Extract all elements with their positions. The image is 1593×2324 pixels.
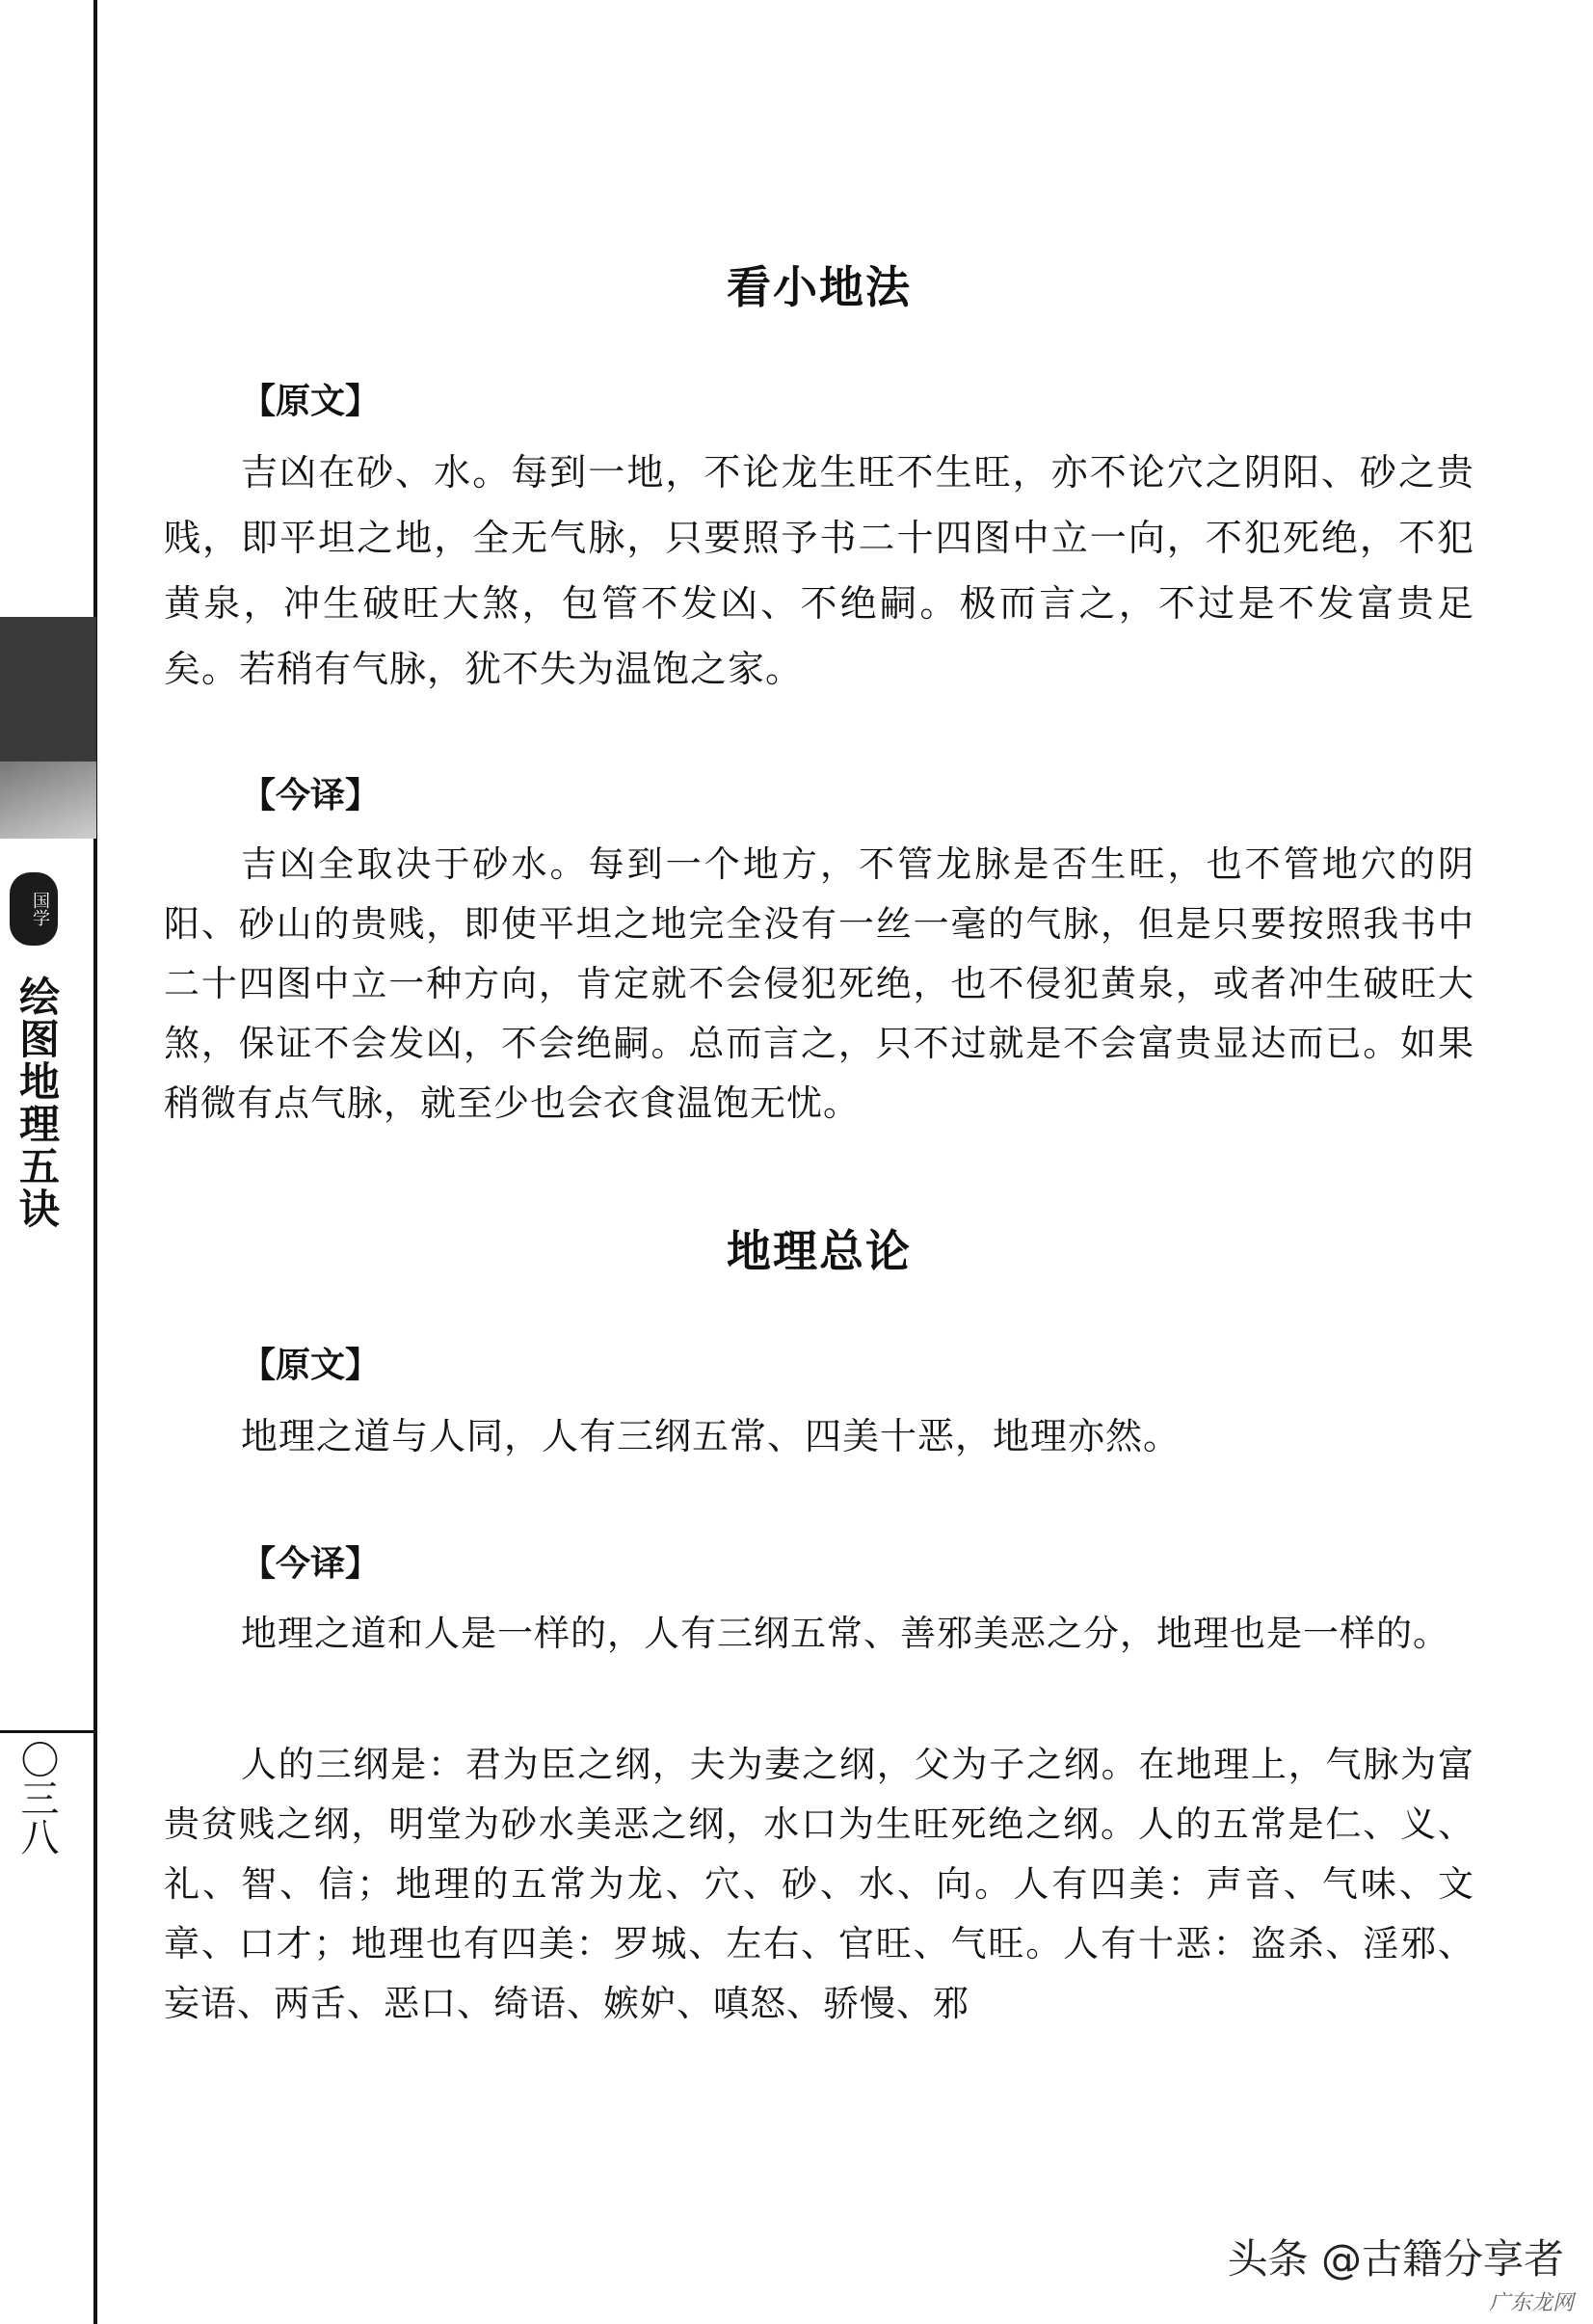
translation-text-1: 吉凶全取决于砂水。每到一个地方，不管龙脉是否生旺，也不管地穴的阴阳、砂山的贵贱，即使平坦之地完全没有一丝一毫的气脉，但是只要按照我书中二十四图中立一种方向，肯定就不会侵犯死绝，也不侵犯黄泉，或者冲生破旺大煞，保证不会发凶，不会绝嗣。总而言之，只不过就是不会富贵显达而已。如果稍微有点气脉，就至少也会衣食温饱无忧。 bbox=[164, 843, 1474, 1124]
section-title-2: 地理总论 bbox=[727, 1225, 912, 1277]
translation-label-2: 【今译】 bbox=[241, 1543, 381, 1584]
original-text-2: 地理之道与人同，人有三纲五常、四美十恶，地理亦然。 bbox=[241, 1415, 1181, 1457]
original-text-1: 吉凶在砂、水。每到一地，不论龙生旺不生旺，亦不论穴之阴阳、砂之贵贱，即平坦之地，全无气脉，只要照予书二十四图中立一向，不犯死绝，不犯黄泉，冲生破旺大煞，包管不发凶、不绝嗣。极而言之，不过是不发富贵足矣。若稍有气脉，犹不失为温饱之家。 bbox=[164, 451, 1474, 690]
section-title-1: 看小地法 bbox=[727, 261, 912, 313]
translation-text-2a: 地理之道和人是一样的，人有三纲五常、善邪美恶之分，地理也是一样的。 bbox=[241, 1613, 1449, 1654]
page-number-divider bbox=[0, 1730, 93, 1733]
left-margin-rule bbox=[93, 0, 97, 2324]
translation-label-1: 【今译】 bbox=[241, 775, 381, 815]
page-number: 〇三八 bbox=[14, 1740, 59, 1856]
seal-icon: 国学 bbox=[10, 872, 58, 946]
watermark-small: 广东龙网 bbox=[1488, 2291, 1574, 2315]
original-text-label-2: 【原文】 bbox=[241, 1345, 381, 1385]
watermark: 头条 @古籍分享者 bbox=[1227, 2235, 1564, 2283]
translation-text-2b: 人的三纲是：君为臣之纲，夫为妻之纲，父为子之纲。在地理上，气脉为富贵贫贱之纲，明堂为砂水美恶之纲，水口为生旺死绝之纲。人的五常是仁、义、礼、智、信；地理的五常为龙、穴、砂、水、向。人有四美：声音、气味、文章、口才；地理也有四美：罗城、左右、官旺、气旺。人有十恶：盗杀、淫邪、妄语、两舌、恶口、绮语、嫉妒、嗔怒、骄慢、邪 bbox=[164, 1744, 1474, 2024]
original-text-label-1: 【原文】 bbox=[241, 381, 381, 421]
book-title-vertical: 绘图地理五诀 bbox=[13, 975, 61, 1230]
side-tab-gradient bbox=[0, 761, 96, 839]
